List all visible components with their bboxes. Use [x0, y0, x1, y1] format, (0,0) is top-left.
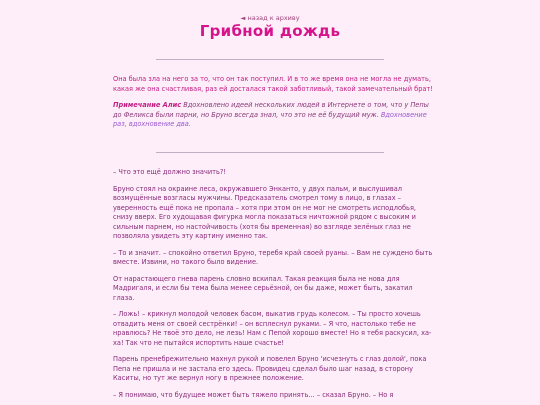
- story-paragraph: Бруно стоял на окраине леса, окружавшего Энканто, у двух пальм, и выслушивал возмущённые возгласы мужчины. Предсказатель смотрел тому в лицо, в глазах – уверенность ещё пока не пропала – хотя при этом он не мог не смотреть исподлобья, снизу вверх. Его худощавая фигурка могла показаться ничтожной рядом с высоким и сильным парнем, но настойчивость (хотя бы временная) во взгляде зелёных глаз не позволяла увидеть эту картину именно так.: [113, 184, 417, 240]
- author-note-text: Вдохновлено идеей нескольких людей в Интернете о том, что у Пепы до Феликса были парни, но Бруно всегда знал, что это не её будущий муж.: [113, 101, 429, 119]
- story-text: [113, 168, 435, 405]
- author-note-label: Примечание Алис: [113, 101, 182, 109]
- divider-top: [156, 59, 384, 60]
- story-paragraph: – Что это ещё должно значить?!: [113, 168, 226, 176]
- intro-text: Она была зла на него за то, что он так поступил. И в то же время она не могла не думать, какая же она счастливая, раз ей досталася такой заботливый, такой замечательный брат!: [113, 75, 433, 93]
- story-paragraph: Парень пренебрежительно махнул рукой и повелел Бруно 'исчезнуть с глаз долой', пока Пепа не пришла и не застала его здесь. Провидец сделал было шаг назад, в сторону Каситы, но тут же вернул ногу в прежнее положение.: [113, 355, 427, 382]
- story-paragraph: – Ложь! – крикнул молодой человек басом, выкатив грудь колесом. – Ты просто хочешь отвадить меня от своей сестрёнки! – он всплеснул руками. – Я что, настолько тебе не нравлюсь? Не твоё это дело, не лезь! Нам с Пепой хорошо вместе! Но я тебя раскусил, ха-ха! Так что не пытайся испортить наше счастье!: [113, 310, 432, 347]
- story-paragraph: – То и значит. – спокойно ответил Бруно, теребя край своей руаны. – Вам не суждено быть вместе. Извини, но такого было видение.: [113, 248, 433, 266]
- page-title: Грибной дождь: [199, 22, 341, 40]
- story-paragraph: От нарастающего гнева парень словно вскипал. Такая реакция была не нова для Мадригаля, и если бы тема была менее серьёзной, он бы даже, может быть, закатил глаза.: [113, 274, 413, 302]
- back-to-archive-link[interactable]: ◄ назад к архиву: [240, 14, 300, 22]
- divider-middle: [156, 152, 384, 153]
- author-note: [113, 101, 435, 130]
- header-block: [113, 75, 435, 137]
- inspiration-links[interactable]: Вдохновение раз, вдохновение два.: [113, 110, 427, 128]
- story-paragraph: – Я понимаю, что будущее может быть тяжело принять... – сказал Бруно. – Но я: [113, 390, 394, 399]
- back-to-archive: [0, 14, 540, 22]
